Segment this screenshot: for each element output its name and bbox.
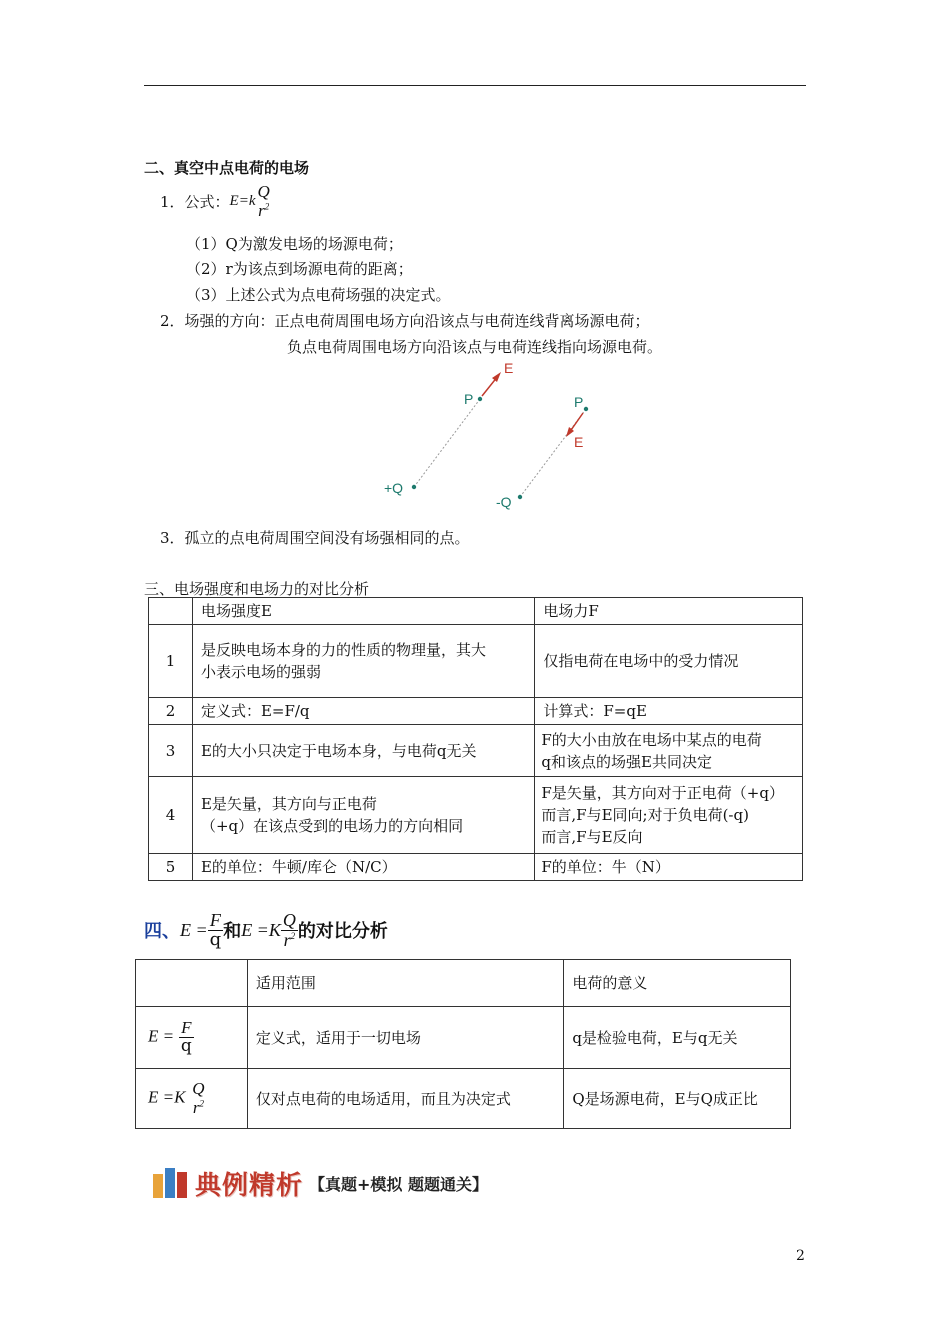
table-row xyxy=(136,1007,791,1069)
positive-p-label: P xyxy=(464,391,474,407)
formula-line xyxy=(160,178,272,224)
cell-line: E的单位：牛顿/库仑（N/C） xyxy=(200,858,397,876)
table-row xyxy=(149,777,803,854)
section4-heading xyxy=(144,905,388,955)
e-cell xyxy=(192,854,534,881)
scope-cell: 仅对点电荷的电场适用，而且为决定式 xyxy=(247,1069,563,1129)
scope-cell: 定义式，适用于一切电场 xyxy=(247,1007,563,1069)
f-cell xyxy=(535,777,803,854)
negative-charge-dot xyxy=(518,495,522,499)
e-cell xyxy=(192,725,534,777)
row2-fraction xyxy=(190,1080,206,1117)
row1-den: q xyxy=(180,1036,192,1056)
cell-line: 仅指电荷在电场中的受力情况 xyxy=(543,652,739,670)
page-number: 2 xyxy=(796,1248,805,1264)
note-3: （3）上述公式为点电荷场强的决定式。 xyxy=(186,286,451,304)
cell-line: 计算式：F=qE xyxy=(543,702,647,720)
formula-numerator: Q xyxy=(257,181,270,201)
cell-line: 定义式：E=F/q xyxy=(200,702,310,720)
heading-f2-den: r xyxy=(283,929,291,950)
heading-f1-den: q xyxy=(209,928,222,950)
table-row xyxy=(149,725,803,777)
heading-suffix: 的对比分析 xyxy=(297,921,388,942)
e-cell xyxy=(192,698,534,725)
cell-line: F的大小由放在电场中某点的电荷 xyxy=(541,730,762,749)
heading-f2-num: Q xyxy=(282,909,296,930)
row1-fraction xyxy=(179,1019,194,1056)
comparison-table xyxy=(148,597,803,881)
positive-charge-dot xyxy=(412,485,416,489)
cell-line: F的单位：牛（N） xyxy=(541,858,670,876)
negative-p-label: P xyxy=(574,394,584,410)
table-header-row xyxy=(149,598,803,625)
item2-line2: 负点电荷周围电场方向沿该点与电荷连线指向场源电荷。 xyxy=(287,338,663,356)
note-2: （2）r为该点到场源电荷的距离； xyxy=(186,260,413,278)
row-number: 3 xyxy=(149,725,193,777)
positive-point-dot xyxy=(478,397,482,401)
positive-connecting-line xyxy=(414,399,480,487)
cell-line: E的大小只决定于电场本身，与电荷q无关 xyxy=(200,741,477,760)
e-cell xyxy=(192,625,534,698)
table-row xyxy=(149,854,803,881)
row2-lhs: E =K xyxy=(148,1087,186,1107)
header-rule xyxy=(144,85,806,86)
negative-charge-label: -Q xyxy=(496,494,512,510)
row2-den: r xyxy=(192,1098,200,1117)
cell-line: （+q）在该点受到的电场力的方向相同 xyxy=(200,817,464,835)
formula-fraction xyxy=(256,183,272,220)
table-row xyxy=(136,1069,791,1129)
meaning-cell: q是检验电荷，E与q无关 xyxy=(564,1007,791,1069)
section4-prefix: 四、 xyxy=(144,921,180,942)
banner-title: 典例精析 xyxy=(195,1170,304,1201)
header-cell-meaning: 电荷的意义 xyxy=(564,960,791,1007)
heading-mid: 和 xyxy=(223,921,242,942)
formula-denominator: r xyxy=(258,200,265,220)
field-direction-diagram xyxy=(370,355,610,515)
row2-exp: 2 xyxy=(199,1098,204,1109)
section2-heading: 二、真空中点电荷的电场 xyxy=(144,159,310,177)
e-cell xyxy=(192,777,534,854)
books-icon xyxy=(153,1168,189,1198)
f-cell xyxy=(535,725,803,777)
f-cell xyxy=(535,698,803,725)
meaning-cell: Q是场源电荷，E与Q成正比 xyxy=(564,1069,791,1129)
cell-line: 小表示电场的强弱 xyxy=(200,663,321,681)
negative-charge-diagram xyxy=(496,394,588,510)
item1-label: 1．公式： xyxy=(160,192,230,211)
heading-f1-lhs: E = xyxy=(180,919,208,940)
formula-exponent: 2 xyxy=(264,200,270,211)
heading-f2-lhs: E =K xyxy=(241,919,281,940)
row-number: 5 xyxy=(149,854,193,881)
heading-f2-exp: 2 xyxy=(290,930,296,941)
table-row xyxy=(149,625,803,698)
heading-f1-num: F xyxy=(209,909,221,930)
f-cell xyxy=(535,854,803,881)
header-cell-empty xyxy=(149,598,193,625)
example-banner xyxy=(153,1165,488,1201)
positive-arrow-head xyxy=(492,372,501,382)
row-number: 4 xyxy=(149,777,193,854)
f-cell xyxy=(535,625,803,698)
header-cell-f: 电场力F xyxy=(535,598,803,625)
heading-f2-fraction xyxy=(281,911,298,950)
header-cell-empty xyxy=(136,960,248,1007)
cell-line: 而言,F与E反向 xyxy=(541,828,643,846)
cell-line: E是矢量，其方向与正电荷 xyxy=(200,795,377,813)
positive-charge-diagram xyxy=(384,360,513,496)
row1-lhs: E = xyxy=(148,1026,175,1046)
row2-num: Q xyxy=(192,1079,205,1099)
row-number: 2 xyxy=(149,698,193,725)
formula-cell xyxy=(136,1069,248,1129)
header-cell-e: 电场强度E xyxy=(192,598,534,625)
positive-charge-label: +Q xyxy=(384,480,404,496)
item3: 3．孤立的点电荷周围空间没有场强相同的点。 xyxy=(160,529,470,547)
positive-e-label: E xyxy=(504,360,514,376)
formula-cell xyxy=(136,1007,248,1069)
formula-comparison-table xyxy=(135,959,791,1129)
table-row xyxy=(149,698,803,725)
cell-line: q和该点的场强E共同决定 xyxy=(541,752,712,771)
row1-num: F xyxy=(181,1018,192,1038)
heading-f1-fraction xyxy=(208,911,224,950)
negative-e-label: E xyxy=(574,434,584,450)
item2-line1: 2．场强的方向：正点电荷周围电场方向沿该点与电荷连线背离场源电荷； xyxy=(160,312,650,330)
cell-line: 而言,F与E同向;对于负电荷(-q) xyxy=(541,806,749,824)
note-1: （1）Q为激发电场的场源电荷； xyxy=(186,235,403,253)
cell-line: F是矢量，其方向对于正电荷（+q） xyxy=(541,784,784,802)
header-cell-scope: 适用范围 xyxy=(247,960,563,1007)
banner-subtitle: 【真题+模拟 题题通关】 xyxy=(309,1174,488,1194)
row-number: 1 xyxy=(149,625,193,698)
cell-line: 是反映电场本身的力的性质的物理量，其大 xyxy=(200,641,486,659)
negative-point-dot xyxy=(584,407,588,411)
table-header-row xyxy=(136,960,791,1007)
section3-heading: 三、电场强度和电场力的对比分析 xyxy=(144,580,370,598)
formula-lhs: E=k xyxy=(229,192,256,209)
